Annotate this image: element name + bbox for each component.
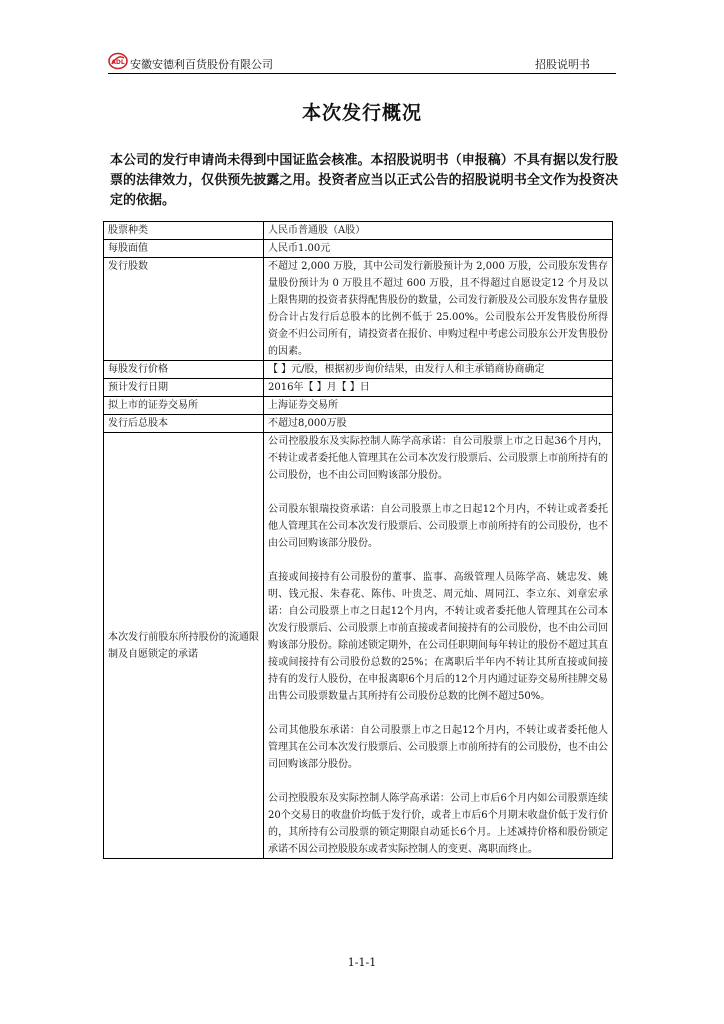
table-row <box>104 222 613 240</box>
lockup-value <box>264 433 613 859</box>
table-row <box>104 240 613 258</box>
row-label: 发行后总股本 <box>104 415 264 433</box>
table-row <box>104 379 613 397</box>
company-name: 安徽安德利百货股份有限公司 <box>130 58 273 71</box>
row-label: 发行股数 <box>104 258 264 361</box>
header-rule <box>108 73 616 74</box>
page-number: 1-1-1 <box>347 956 377 969</box>
row-value: 人民币普通股（A股） <box>264 222 613 240</box>
lockup-paragraph: 直接或间接持有公司股份的董事、监事、高级管理人员陈学高、姚忠发、姚明、钱元报、朱春花、陈伟、叶贵芝、周元灿、周同江、李立东、刘章宏承诺：自公司股票上市之日起12个月内，不转让或者委托他人管理其在公司本次发行股票后、公司股票上市前直接或者间接持有的公司股份，也不由公司回购该部分股份。除前述锁定期外，在公司任职期间每年转让的股份不超过其直接或间接持有公司股份总数的25%；在离职后半年内不转让其所直接或间接持有的发行人股份，在申报离职6个月后的12个月内通过证券交易所挂牌交易出售公司股票数量占其所持有公司股份总数的比例不超过50%。 <box>268 572 608 702</box>
row-value: 不超过 2,000 万股，其中公司发行新股预计为 2,000 万股，公司股东发售存量股份预计为 0 万股且不超过 600 万股，且不得超过自愿设定12 个月及以上限售期的投资者获得配售股份的数量，公司发行新股及公司股东发售存量股份合计占发行后总股本的比例不低于 25.00%。公司股东公开发售股份所得资金不归公司所有，请投资者在报价、申购过程中考虑公司股东公开发售股份的因素。 <box>264 258 613 361</box>
disclaimer-notice: 本公司的发行申请尚未得到中国证监会核准。本招股说明书（申报稿）不具有据以发行股票的法律效力，仅供预先披露之用。投资者应当以正式公告的招股说明书全文作为投资决定的依据。 <box>110 153 618 208</box>
offering-overview-table <box>103 221 613 859</box>
page-header <box>108 50 616 76</box>
row-value: 人民币1.00元 <box>264 240 613 258</box>
row-label: 股票种类 <box>104 222 264 240</box>
lockup-paragraph: 公司其他股东承诺：自公司股票上市之日起12个月内，不转让或者委托他人管理其在公司本次发行股票后、公司股票上市前所持有的公司股份，也不由公司回购该部分股份。 <box>268 725 608 770</box>
table-row-lockup <box>104 433 613 859</box>
document-type: 招股说明书 <box>535 58 590 71</box>
svg-text:ADL: ADL <box>111 59 125 66</box>
table-row <box>104 258 613 361</box>
row-value: 不超过8,000万股 <box>264 415 613 433</box>
row-value: 【 】元/股，根据初步询价结果，由发行人和主承销商协商确定 <box>264 361 613 379</box>
row-label: 每股面值 <box>104 240 264 258</box>
row-label: 预计发行日期 <box>104 379 264 397</box>
page-title: 本次发行概况 <box>301 102 422 124</box>
table-row <box>104 397 613 415</box>
row-label: 每股发行价格 <box>104 361 264 379</box>
lockup-paragraph: 公司股东银瑞投资承诺：自公司股票上市之日起12个月内，不转让或者委托他人管理其在公司本次发行股票后、公司股票上市前所持有的公司股份，也不由公司回购该部分股份。 <box>268 504 608 549</box>
table-row <box>104 415 613 433</box>
row-value: 2016年【 】月【 】日 <box>264 379 613 397</box>
row-value: 上海证券交易所 <box>264 397 613 415</box>
row-label: 拟上市的证券交易所 <box>104 397 264 415</box>
lockup-label: 本次发行前股东所持股份的流通限制及自愿锁定的承诺 <box>104 433 264 859</box>
table-row <box>104 361 613 379</box>
lockup-paragraph: 公司控股股东及实际控制人陈学高承诺：自公司股票上市之日起36个月内，不转让或者委托他人管理其在公司本次发行股票后、公司股票上市前所持有的公司股份，也不由公司回购该部分股份。 <box>268 436 608 481</box>
company-logo-icon <box>108 52 128 70</box>
lockup-paragraph: 公司控股股东及实际控制人陈学高承诺：公司上市后6个月内如公司股票连续20个交易日的收盘价均低于发行价，或者上市后6个月期末收盘价低于发行价的，其所持有公司股票的锁定期限自动延长6个月。上述减持价格和股份锁定承诺不因公司控股股东或者实际控制人的变更、离职而终止。 <box>268 793 608 855</box>
